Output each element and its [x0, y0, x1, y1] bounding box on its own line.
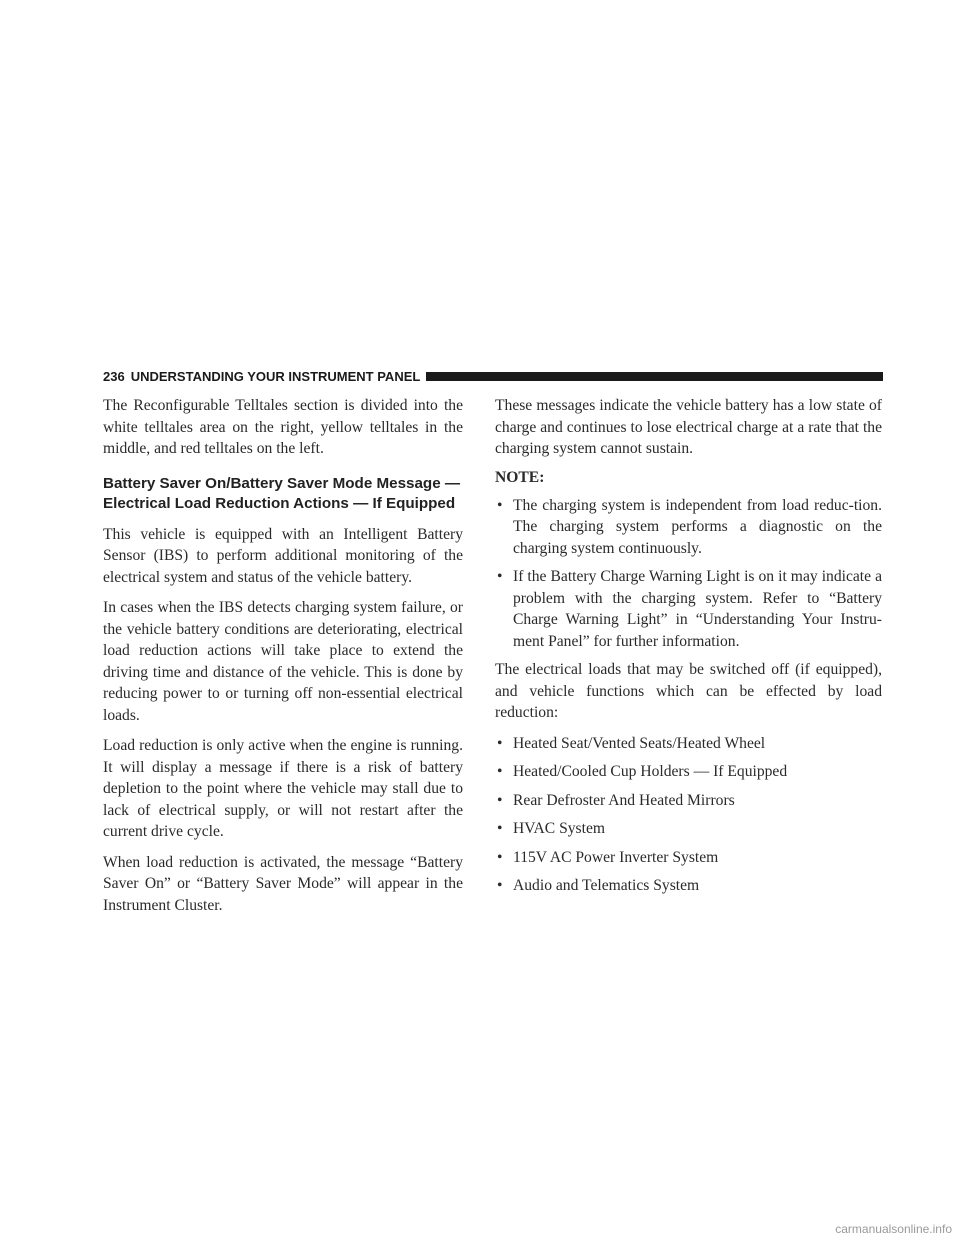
electrical-loads-paragraph: The electrical loads that may be switched off (if equipped), and vehicle functions which can be effected by load reduction:: [495, 661, 882, 721]
bullet-icon: •: [497, 763, 503, 780]
list-item: [495, 875, 882, 897]
load-item-text: HVAC System: [513, 820, 605, 837]
page-number: 236: [103, 368, 125, 384]
list-item: [495, 818, 882, 840]
bullet-icon: •: [497, 820, 503, 837]
page-header: [103, 366, 883, 386]
list-item: [495, 495, 882, 560]
battery-saver-heading: Battery Saver On/Battery Saver Mode Message — Electrical Load Reduction Actions — If Equipped: [103, 474, 461, 512]
load-item-text: Rear Defroster And Heated Mirrors: [513, 791, 735, 809]
load-item-text: Heated Seat/Vented Seats/Heated Wheel: [513, 734, 766, 752]
note-label: NOTE:: [495, 468, 545, 486]
right-column: [495, 395, 882, 904]
load-list: [495, 733, 882, 897]
load-item-text: Audio and Telematics System: [513, 877, 700, 894]
header-rule: [426, 372, 883, 381]
bullet-icon: •: [497, 848, 503, 866]
note-item-text: The charging system is independent from load reduc-tion. The charging system performs a diagnostic on the charging system continuously.: [513, 496, 882, 557]
engine-running-paragraph: Load reduction is only active when the engine is running. It will display a message if there is a risk of battery depletion to the point where the vehicle may stall due to lack of electrical supply, or will not restart after the current drive cycle.: [103, 737, 463, 840]
message-paragraph: When load reduction is activated, the message “Battery Saver On” or “Battery Saver Mode” will appear in the Instrument Cluster.: [103, 853, 463, 914]
bullet-icon: •: [497, 568, 503, 585]
bullet-icon: •: [497, 791, 503, 809]
list-item: [495, 761, 882, 783]
ibs-paragraph: This vehicle is equipped with an Intelligent Battery Sensor (IBS) to perform additional monitoring of the electrical system and status of the vehicle battery.: [103, 525, 463, 586]
load-reduction-paragraph: In cases when the IBS detects charging system failure, or the vehicle battery conditions are deteriorating, electrical load reduction actions will take place to extend the driving time and distance of the vehicle. This is done by reducing power to or turning off non-essential electrical loads.: [103, 599, 463, 724]
list-item: [495, 566, 882, 652]
watermark: carmanualsonline.info: [835, 1222, 952, 1236]
section-title: UNDERSTANDING YOUR INSTRUMENT PANEL: [130, 368, 421, 384]
bullet-icon: •: [497, 734, 503, 752]
load-item-text: 115V AC Power Inverter System: [513, 848, 719, 866]
bullet-icon: •: [497, 877, 503, 894]
list-item: [495, 847, 882, 869]
telltales-paragraph: The Reconfigurable Telltales section is divided into the white telltales area on the right, yellow telltales in the middle, and red telltales on the left.: [103, 397, 463, 457]
load-item-text: Heated/Cooled Cup Holders — If Equipped: [513, 763, 788, 780]
note-list: [495, 495, 882, 653]
left-column: [103, 395, 463, 925]
bullet-icon: •: [497, 496, 503, 514]
list-item: [495, 790, 882, 812]
note-item-text: If the Battery Charge Warning Light is on it may indicate a problem with the charging system. Refer to “Battery Charge Warning Light” in “Understanding Your Instru-ment Panel” for further information.: [513, 568, 882, 650]
list-item: [495, 733, 882, 755]
low-charge-paragraph: These messages indicate the vehicle battery has a low state of charge and continues to lose electrical charge at a rate that the charging system cannot sustain.: [495, 397, 882, 457]
